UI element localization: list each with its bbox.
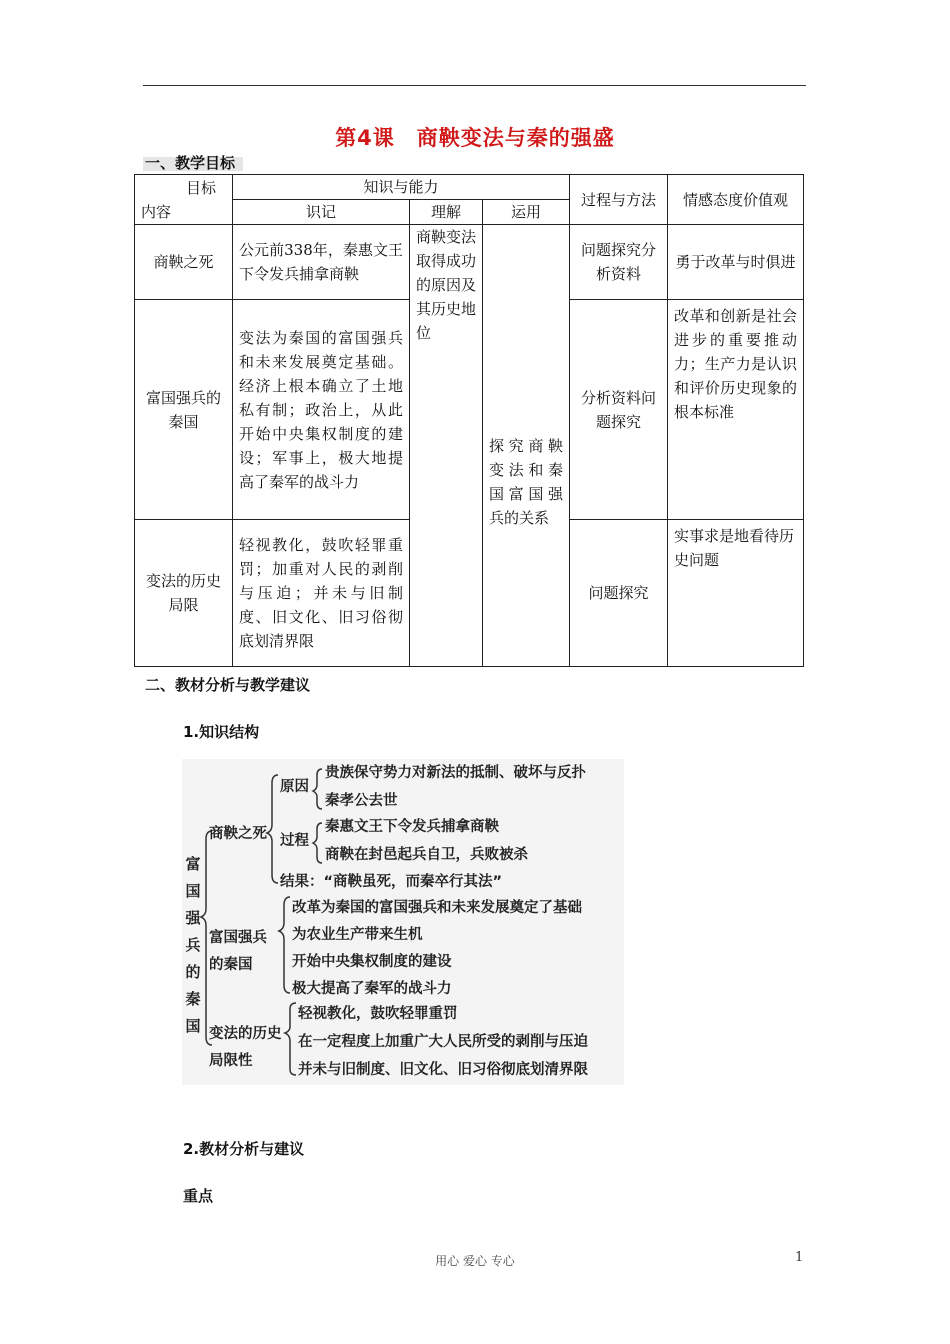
header-memory: 识记 [233,200,410,225]
header-content-label: 内容 [141,202,172,221]
node-reason-2: 秦孝公去世 [325,793,398,809]
row3-memory: 轻视教化，鼓吹轻罪重罚；加重对人民的剥削与压迫；并未与旧制度、旧文化、旧习俗彻底划清界限 [233,520,410,667]
header-knowledge: 知识与能力 [233,175,570,200]
page-number: 1 [795,1250,804,1265]
diagram-root: 富国强兵的秦国 [185,855,201,1035]
node-reason-1: 贵族保守势力对新法的抵制、破坏与反扑 [325,765,586,781]
apply-cell: 探究商鞅变法和秦国富国强兵的关系 [489,437,563,527]
node-fuguo-2: 为农业生产带来生机 [292,927,423,943]
header-emotion: 情感态度价值观 [668,175,804,225]
brace-process [313,823,322,863]
row2-process: 分析资料问题探究 [570,300,668,520]
node-limits-3: 并未与旧制度、旧文化、旧习俗彻底划清界限 [298,1062,588,1078]
subheading-analysis: 2.教材分析与建议 [183,1140,305,1158]
header-apply: 运用 [483,200,570,225]
row1-process: 问题探究分析资料 [570,225,668,300]
node-limits-1: 轻视教化，鼓吹轻罪重罚 [298,1006,458,1022]
apply-empty-bottom [483,520,570,667]
node-limits: 变法的历史局限性 [209,1026,282,1069]
node-fuguo-4: 极大提高了秦军的战斗力 [292,981,452,997]
row2-memory: 变法为秦国的富国强兵和未来发展奠定基础。经济上根本确立了土地私有制；政治上，从此开始中央集权制度的建设；军事上，极大地提高了秦军的战斗力 [233,300,410,520]
subheading-key-points: 重点 [183,1187,214,1205]
lesson-title: 第4课 商鞅变法与秦的强盛 [335,126,615,150]
header-understand: 理解 [410,200,483,225]
brace-fuguo [279,897,290,993]
row3-emotion: 实事求是地看待历史问题 [668,520,804,667]
node-process-2: 商鞅在封邑起兵自卫，兵败被杀 [325,847,528,863]
knowledge-structure-diagram [182,759,624,1085]
section-heading-analysis: 二、教材分析与教学建议 [145,676,311,694]
node-result: 结果：“商鞅虽死，而秦卒行其法” [280,874,503,890]
row2-name: 富国强兵的秦国 [135,300,233,520]
page-footer: 用心 爱心 专心 [435,1254,515,1268]
row3-name: 变法的历史局限 [135,520,233,667]
section-heading-goals: 一、教学目标 [145,154,236,172]
header-rule [143,85,806,86]
subheading-structure: 1.知识结构 [183,723,260,741]
node-fuguo: 富国强兵的秦国 [209,930,267,973]
brace-reason [313,769,322,809]
node-limits-2: 在一定程度上加重广大人民所受的剥削与压迫 [298,1034,588,1050]
node-fuguo-1: 改革为秦国的富国强兵和未来发展奠定了基础 [292,900,582,916]
node-reason: 原因 [280,779,309,795]
teaching-goals-table [134,174,804,667]
node-shangyang-death: 商鞅之死 [209,826,267,842]
row2-emotion: 改革和创新是社会进步的重要推动力；生产力是认识和评价历史现象的根本标准 [668,300,804,520]
row1-emotion: 勇于改革与时俱进 [668,225,804,300]
node-process: 过程 [280,833,309,849]
understand-cell: 商鞅变法取得成功的原因及其历史地位 [410,225,483,667]
row3-process: 问题探究 [570,520,668,667]
row1-memory: 公元前338年，秦惠文王下令发兵捕拿商鞅 [233,225,410,300]
node-fuguo-3: 开始中央集权制度的建设 [292,954,452,970]
row1-name: 商鞅之死 [135,225,233,300]
node-process-1: 秦惠文王下令发兵捕拿商鞅 [325,819,499,835]
brace-shangyang [267,775,278,883]
header-target-label: 目标 [185,178,216,197]
header-target-content [135,175,233,225]
header-process: 过程与方法 [570,175,668,225]
